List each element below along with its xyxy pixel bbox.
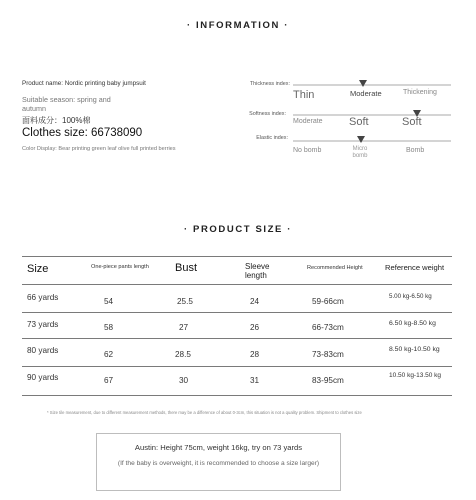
header-recommended-height: Recommended Height bbox=[307, 265, 363, 271]
product-size-title: · PRODUCT SIZE · bbox=[184, 224, 292, 235]
cell-size: 66 yards bbox=[27, 293, 59, 302]
cell-bust: 30 bbox=[179, 376, 189, 385]
cell-size: 80 yards bbox=[27, 346, 59, 355]
cell-height: 66-73cm bbox=[312, 323, 344, 332]
cell-sleeve: 26 bbox=[250, 323, 260, 332]
season-line-1: Suitable season: spring and bbox=[22, 95, 111, 104]
thickness-track bbox=[293, 84, 451, 86]
fitting-note-line-1: Austin: Height 75cm, weight 16kg, try on 73 yards bbox=[134, 443, 303, 452]
color-display: Color Display: Bear printing green leaf olive full printed berries bbox=[22, 146, 176, 152]
thickness-marker-icon bbox=[359, 80, 367, 87]
cell-weight: 5.00 kg-6.50 kg bbox=[389, 293, 432, 300]
cell-pants-length: 67 bbox=[104, 376, 114, 385]
header-pants-length: One-piece pants length bbox=[91, 264, 149, 270]
information-title: · INFORMATION · bbox=[187, 20, 289, 31]
cell-size: 90 yards bbox=[27, 373, 59, 382]
cell-height: 59-66cm bbox=[312, 297, 344, 306]
thickness-label: Thickness index: bbox=[249, 81, 290, 87]
table-rule-top bbox=[22, 256, 452, 257]
table-rule-4 bbox=[22, 366, 452, 367]
thickness-option-thin: Thin bbox=[293, 89, 315, 101]
elastic-marker-icon bbox=[357, 136, 365, 143]
cell-bust: 25.5 bbox=[177, 297, 193, 306]
table-rule-1 bbox=[22, 284, 452, 285]
clothes-size: Clothes size: 66738090 bbox=[22, 127, 143, 139]
cell-bust: 28.5 bbox=[175, 350, 191, 359]
cell-bust: 27 bbox=[179, 323, 189, 332]
softness-track bbox=[293, 114, 451, 116]
elastic-track bbox=[293, 140, 451, 142]
elastic-option-no-bomb: No bomb bbox=[293, 147, 322, 154]
cell-sleeve: 31 bbox=[250, 376, 260, 385]
table-rule-3 bbox=[22, 338, 452, 339]
softness-label: Softness index: bbox=[249, 111, 286, 117]
softness-option-soft: Soft bbox=[349, 116, 369, 128]
composition: 面料成分：100%棉 bbox=[22, 116, 91, 125]
elastic-option-micro-bomb: Micro bomb bbox=[352, 146, 368, 159]
elastic-label: Elastic index: bbox=[256, 135, 288, 141]
cell-weight: 10.50 kg-13.50 kg bbox=[389, 372, 442, 379]
softness-option-moderate: Moderate bbox=[293, 118, 323, 125]
cell-pants-length: 58 bbox=[104, 323, 114, 332]
header-bust: Bust bbox=[175, 262, 198, 274]
cell-pants-length: 54 bbox=[104, 297, 114, 306]
fitting-note-box bbox=[96, 433, 341, 491]
cell-pants-length: 62 bbox=[104, 350, 114, 359]
thickness-option-moderate: Moderate bbox=[350, 89, 382, 98]
header-size: Size bbox=[27, 263, 49, 275]
cell-height: 83-95cm bbox=[312, 376, 344, 385]
cell-sleeve: 24 bbox=[250, 297, 260, 306]
season-line-2: autumn bbox=[22, 104, 46, 113]
product-name: Product name: Nordic printing baby jumpsuit bbox=[22, 80, 146, 87]
cell-height: 73-83cm bbox=[312, 350, 344, 359]
header-sleeve-length: Sleeve length bbox=[245, 262, 270, 280]
table-rule-2 bbox=[22, 312, 452, 313]
cell-weight: 6.50 kg-8.50 kg bbox=[389, 320, 436, 327]
softness-option-soft-2: Soft bbox=[402, 116, 422, 128]
fitting-note-line-2: (If the baby is overweight, it is recommended to choose a size larger) bbox=[117, 460, 320, 467]
cell-size: 73 yards bbox=[27, 320, 59, 329]
table-rule-bottom bbox=[22, 395, 452, 396]
thickness-option-thickening: Thickening bbox=[403, 89, 437, 96]
header-reference-weight: Reference weight bbox=[385, 263, 445, 272]
elastic-option-bomb: Bomb bbox=[406, 147, 425, 154]
cell-weight: 8.50 kg-10.50 kg bbox=[389, 346, 440, 353]
footnote: * Size tile measurement, due to different measurement methods, there may be a difference of about 0-3cm, this situation is not a quality problem. Shipment to clothes size bbox=[47, 410, 362, 415]
cell-sleeve: 28 bbox=[250, 350, 260, 359]
